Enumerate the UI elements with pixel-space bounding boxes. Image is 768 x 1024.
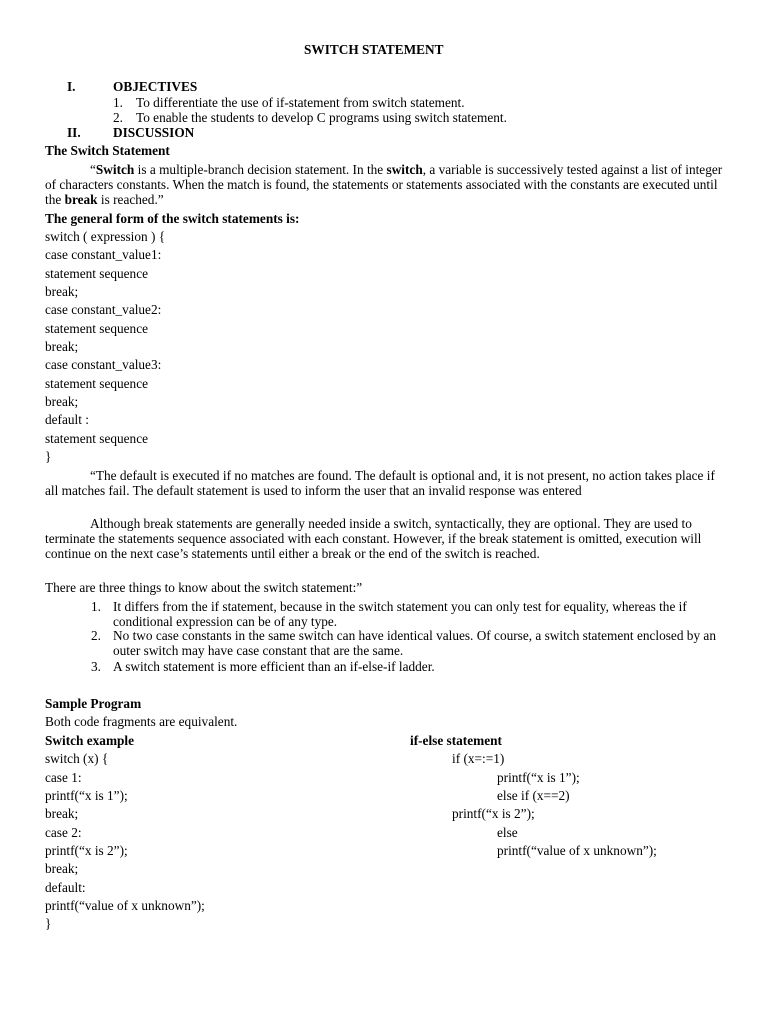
code-line: printf(“value of x unknown”); [497,843,657,858]
code-line: break; [45,394,79,409]
discussion-heading: DISCUSSION [113,125,195,140]
code-line: break; [45,861,79,876]
objective-item-text: To differentiate the use of if-statement from switch statement. [136,95,465,110]
list-item-text: A switch statement is more efficient than an if-else-if ladder. [113,659,435,674]
code-line: printf(“x is 1”); [497,770,580,785]
code-line: switch ( expression ) { [45,229,166,244]
code-line: statement sequence [45,266,149,281]
code-line: printf(“x is 2”); [45,843,128,858]
list-item-number: 1. [91,599,101,614]
page-title: SWITCH STATEMENT [304,42,444,57]
list-item-text: No two case constants in the same switch can have identical values. Of course, a switch statement enclosed by an outer switch may have case constant that are the same. [113,628,716,658]
objective-item-text: To enable the students to develop C programs using switch statement. [136,110,507,125]
three-things-line: There are three things to know about the switch statement:” [45,580,363,595]
section-heading: The Switch Statement [45,143,170,158]
code-line: break; [45,806,79,821]
discussion-numeral: II. [67,125,81,140]
sample-heading: Sample Program [45,696,142,711]
code-line: } [45,916,52,931]
break-paragraph: Although break statements are generally needed inside a switch, syntactically, they are optional. They are used to terminate the statements sequence associated with each constant. However, if the break statement is omitted, execution will continue on the next case’s statements until either a break or the end of the switch is reached. [45,516,702,561]
code-line: statement sequence [45,376,149,391]
code-line: case constant_value2: [45,302,162,317]
code-line: else [497,825,518,840]
code-line: statement sequence [45,431,149,446]
code-line: default: [45,880,86,895]
code-line: switch (x) { [45,751,109,766]
default-paragraph: “The default is executed if no matches are found. The default is optional and, it is not present, no action takes place if all matches fail. The default statement is used to inform the user that an invalid response was entered [45,468,715,498]
code-line: case constant_value3: [45,357,162,372]
code-line: case constant_value1: [45,247,162,262]
code-line: break; [45,339,79,354]
general-form-heading: The general form of the switch statements is: [45,211,300,226]
objectives-numeral: I. [67,79,76,94]
code-line: printf(“x is 1”); [45,788,128,803]
objectives-heading: OBJECTIVES [113,79,198,94]
code-line: break; [45,284,79,299]
code-line: } [45,449,52,464]
code-line: if (x=:=1) [452,751,505,766]
sample-subtitle: Both code fragments are equivalent. [45,714,238,729]
list-item-number: 2. [91,628,101,643]
code-line: case 1: [45,770,82,785]
intro-paragraph: “Switch is a multiple-branch decision statement. In the switch, a variable is successively tested against a list of integer of characters constants. When the match is found, the statements or statements associated with the constants are executed until the break is reached.” [45,162,723,207]
code-line: case 2: [45,825,82,840]
objective-item-number: 1. [113,95,123,110]
code-line: default : [45,412,89,427]
code-line: else if (x==2) [497,788,570,803]
objective-item-number: 2. [113,110,123,125]
ifelse-heading: if-else statement [410,733,502,748]
list-item-text: It differs from the if statement, because in the switch statement you can only test for equality, whereas the if conditional expression can be of any type. [113,599,687,629]
list-item-number: 3. [91,659,101,674]
code-line: printf(“x is 2”); [452,806,535,821]
code-line: printf(“value of x unknown”); [45,898,205,913]
code-line: statement sequence [45,321,149,336]
switch-example-heading: Switch example [45,733,135,748]
